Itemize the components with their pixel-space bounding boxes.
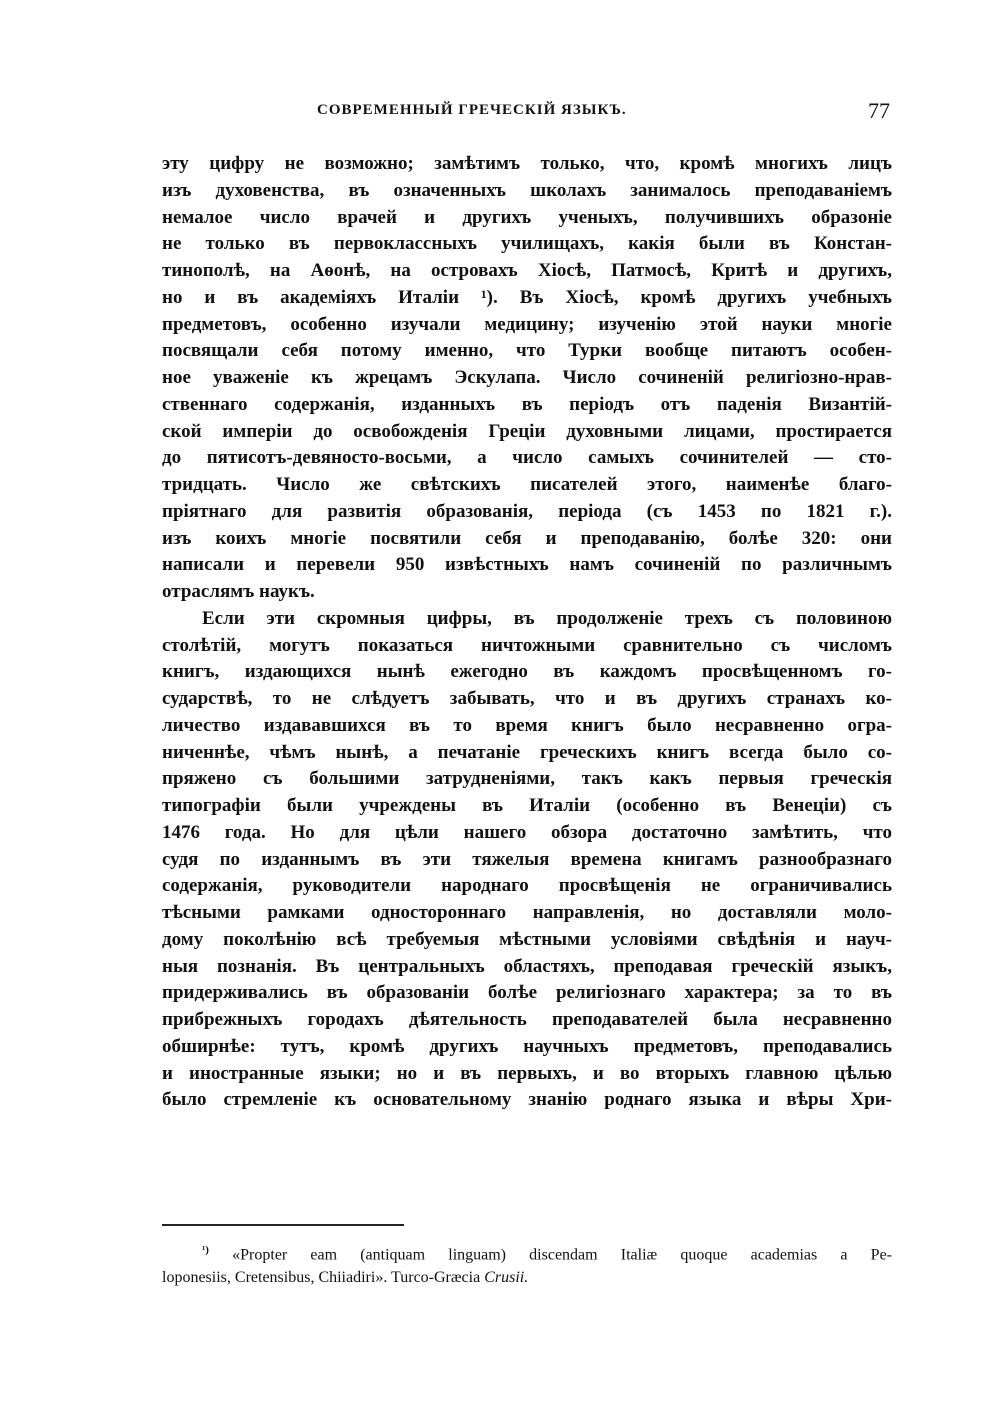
text-line: было стремленіе къ основательному знанію роднаго языка и вѣры Хри- (162, 1089, 892, 1111)
footnote-source-italic: Crusii. (484, 1269, 529, 1286)
text-line: ской имперіи до освобожденія Греціи духовными лицами, простирается (162, 420, 892, 442)
text-line: до пятисотъ-девяносто-восьми, а число самыхъ сочинителей — сто- (162, 447, 892, 469)
footnotes (162, 1237, 892, 1291)
footnote-line (162, 1237, 892, 1264)
body-text (162, 151, 892, 1114)
text-line: тинополѣ, на Аѳонѣ, на островахъ Хіосѣ, Патмосѣ, Критѣ и другихъ, (162, 260, 892, 281)
text-line: ственнаго содержанія, изданныхъ въ періодъ отъ паденія Византій- (162, 393, 892, 415)
text-line: посвящали себя потому именно, что Турки вообще питаютъ особен- (162, 340, 892, 362)
text-line: обширнѣе: тутъ, кромѣ другихъ научныхъ предметовъ, преподавались (162, 1035, 892, 1057)
text-line: написали и перевели 950 извѣстныхъ намъ сочиненій по различнымъ (162, 554, 892, 576)
text-line: изъ духовенства, въ означенныхъ школахъ занималось преподаваніемъ (162, 179, 892, 201)
text-line: 1476 года. Но для цѣли нашего обзора достаточно замѣтить, что (162, 821, 892, 843)
text-line: эту цифру не возможно; замѣтимъ только, что, кромѣ многихъ лицъ (162, 153, 892, 174)
text-line: личество издававшихся въ то время книгъ было несравненно огра- (162, 714, 892, 736)
text-line: не только въ первоклассныхъ училищахъ, какія были въ Констан- (162, 233, 892, 255)
paragraph-end-line: отраслямъ наукъ. (162, 581, 315, 602)
text-line: изъ коихъ многіе посвятили себя и преподаванію, болѣе 320: они (162, 527, 892, 549)
paragraph-start-line: Если эти скромныя цифры, въ продолженіе трехъ съ половиною (202, 607, 892, 629)
text-line: книгъ, издающихся нынѣ ежегодно въ каждомъ просвѣщенномъ го- (162, 661, 892, 683)
footnote-marker: ¹) (202, 1244, 209, 1256)
footnote-line (162, 1264, 892, 1291)
text-line: дому поколѣнію всѣ требуемыя мѣстными условіями свѣдѣнія и науч- (162, 928, 892, 950)
text-line: тѣсными рамками одностороннаго направленія, но доставляли моло- (162, 902, 892, 923)
text-line: немалое число врачей и другихъ ученыхъ, получившихъ образоніе (162, 206, 892, 228)
text-line: пріятнаго для развитія образованія, періода (съ 1453 по 1821 г.). (162, 500, 892, 522)
text-line: и иностранные языки; но и въ первыхъ, и во вторыхъ главною цѣлью (162, 1062, 892, 1084)
text-line: судя по изданнымъ въ эти тяжелыя времена книгамъ разнообразнаго (162, 848, 892, 870)
running-head (162, 100, 892, 126)
text-line: предметовъ, особенно изучали медицину; изученію этой науки многіе (162, 313, 892, 335)
footnote-text: «Propter eam (antiquam linguam) discendam Italiæ quoque academias a Pe- (232, 1246, 893, 1264)
text-line: ниченнѣе, чѣмъ нынѣ, а печатаніе греческихъ книгъ всегда было со- (162, 741, 892, 763)
text-line: пряжено съ большими затрудненіями, такъ какъ первыя греческія (162, 768, 892, 790)
text-line: тридцать. Число же свѣтскихъ писателей этого, наименѣе благо- (162, 474, 892, 495)
text-line: столѣтій, могутъ показаться ничтожными сравнительно съ числомъ (162, 634, 892, 656)
text-line: сударствѣ, то не слѣдуетъ забывать, что и въ другихъ странахъ ко- (162, 688, 892, 709)
footnote-divider (162, 1224, 404, 1226)
text-line: придерживались въ образованіи болѣе религіознаго характера; за то въ (162, 982, 892, 1004)
text-line: содержанія, руководители народнаго просвѣщенія не ограничивались (162, 875, 892, 897)
page-number: 77 (868, 98, 890, 123)
text-line: ное уваженіе къ жрецамъ Эскулапа. Число сочиненій религіозно-нрав- (162, 367, 892, 388)
text-line: но и въ академіяхъ Италіи ¹). Въ Хіосѣ, кромѣ другихъ учебныхъ (162, 286, 892, 308)
text-line: прибрежныхъ городахъ дѣятельность преподавателей была несравненно (162, 1009, 892, 1030)
footnote-text: loponesiis, Cretensibus, Chiiadiri». Turco-Græcia (162, 1269, 485, 1286)
text-line: типографіи были учреждены въ Италіи (особенно въ Венеціи) съ (162, 795, 892, 816)
text-line: ныя познанія. Въ центральныхъ областяхъ, преподавая греческій языкъ, (162, 955, 892, 977)
running-title: СОВРЕМЕННЫЙ ГРЕЧЕСКІЙ ЯЗЫКЪ. (317, 102, 627, 118)
